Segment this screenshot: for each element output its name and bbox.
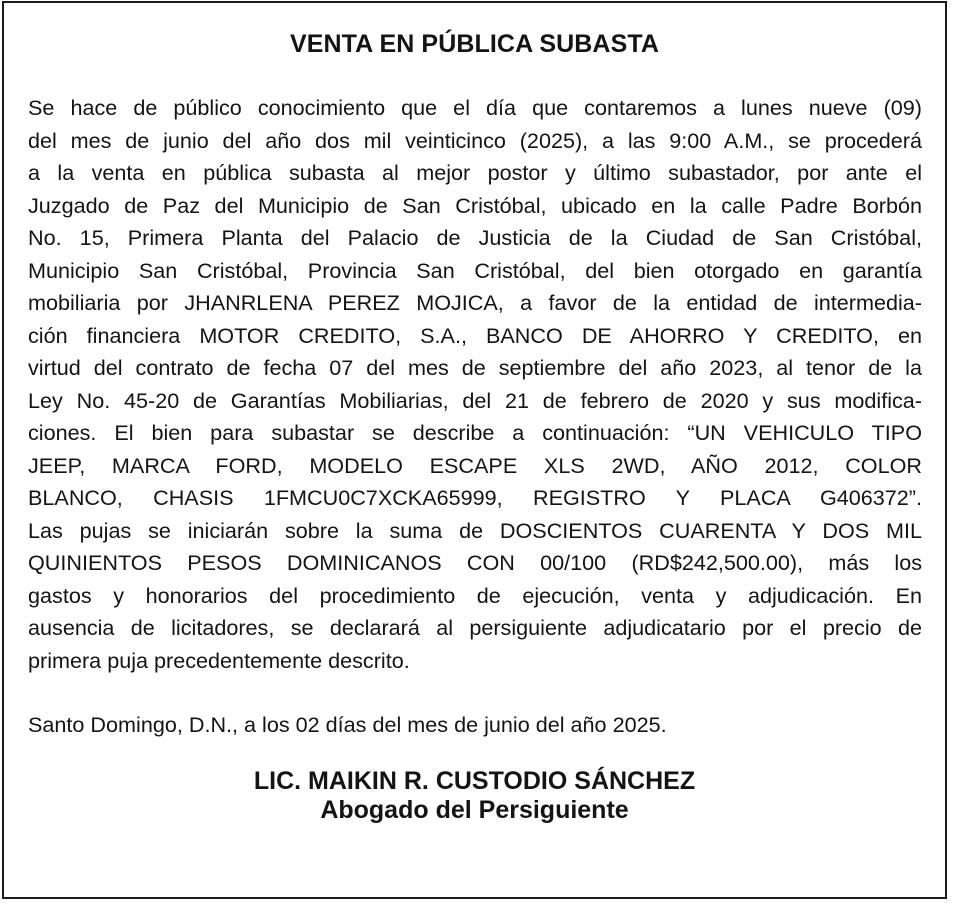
body-line: virtud del contrato de fecha 07 del mes de septiembre del año 2023, al tenor de la (28, 355, 922, 380)
body-line: a la venta en pública subasta al mejor postor y último subastador, por ante el (28, 160, 922, 185)
dateline: Santo Domingo, D.N., a los 02 días del mes de junio del año 2025. (28, 712, 667, 737)
body-line: QUINIENTOS PESOS DOMINICANOS CON 00/100 (RD$242,500.00), más los (28, 550, 922, 575)
notice-title: VENTA EN PÚBLICA SUBASTA (289, 30, 660, 58)
body-line: primera puja precedentemente descrito. (28, 647, 410, 673)
body-line: del mes de junio del año dos mil veinticinco (2025), a las 9:00 A.M., se procederá (28, 127, 922, 153)
legal-notice-box (2, 1, 947, 899)
body-line: Juzgado de Paz del Municipio de San Cristóbal, ubicado en la calle Padre Borbón (28, 192, 922, 218)
body-line: Se hace de público conocimiento que el día que contaremos a lunes nueve (09) (28, 95, 922, 120)
body-line: BLANCO, CHASIS 1FMCU0C7XCKA65999, REGISTRO Y PLACA G406372”. (28, 485, 922, 510)
body-line: JEEP, MARCA FORD, MODELO ESCAPE XLS 2WD, AÑO 2012, COLOR (28, 452, 922, 478)
body-line: No. 15, Primera Planta del Palacio de Justicia de la Ciudad de San Cristóbal, (28, 225, 922, 250)
body-line: Las pujas se iniciarán sobre la suma de DOSCIENTOS CUARENTA Y DOS MIL (28, 517, 922, 543)
body-line: gastos y honorarios del procedimiento de ejecución, venta y adjudicación. En (28, 582, 922, 608)
signer-role: Abogado del Persiguiente (320, 796, 629, 824)
signer-name: LIC. MAIKIN R. CUSTODIO SÁNCHEZ (253, 767, 696, 795)
notice-body (28, 92, 922, 677)
body-line: ciones. El bien para subastar se describe a continuación: “UN VEHICULO TIPO (28, 420, 922, 445)
body-line: Municipio San Cristóbal, Provincia San Cristóbal, del bien otorgado en garantía (28, 257, 922, 283)
body-line: ción financiera MOTOR CREDITO, S.A., BANCO DE AHORRO Y CREDITO, en (28, 322, 922, 348)
body-line: ausencia de licitadores, se declarará al persiguiente adjudicatario por el precio de (28, 615, 922, 640)
body-line: Ley No. 45-20 de Garantías Mobiliarias, del 21 de febrero de 2020 y sus modifica- (28, 387, 922, 413)
body-line: mobiliaria por JHANRLENA PEREZ MOJICA, a favor de la entidad de intermedia- (28, 290, 922, 315)
